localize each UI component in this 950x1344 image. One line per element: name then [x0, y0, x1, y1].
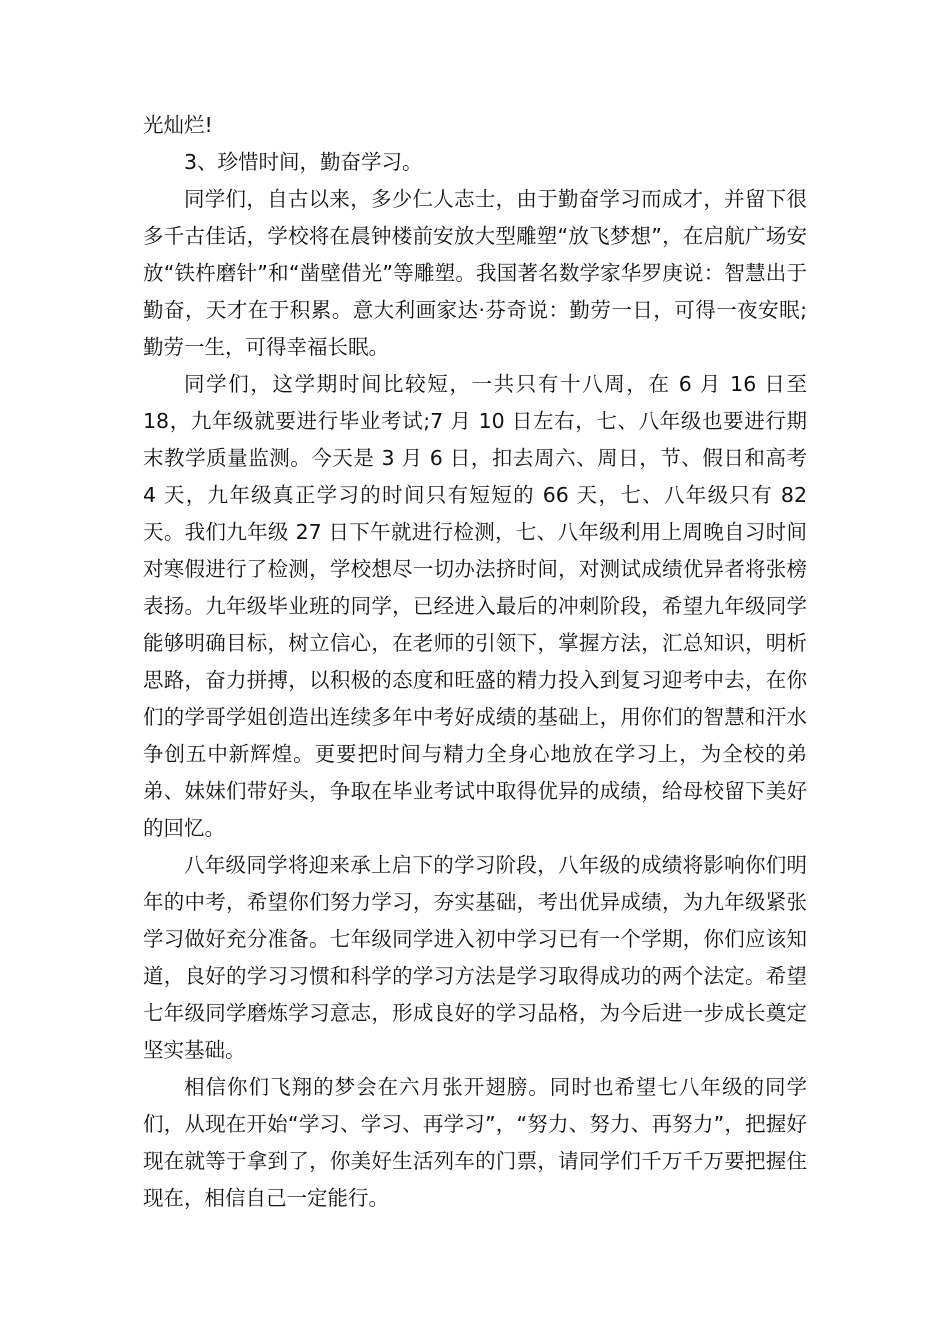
paragraph-heading-3: 3、珍惜时间，勤奋学习。 — [184, 150, 423, 174]
paragraph-semester-schedule: 同学们，这学期时间比较短，一共只有十八周，在 6 月 16 日至18，九年级就要进行毕业考试;7 月 10 日左右，七、八年级也要进行期末教学质量监测。今天是 3 月 6 日，扣去周六、周日，节、假日和高考 4 天，九年级真正学习的时间只有短短的 66 天，七、八年级只有 82天。我们九年级 27 日下午就进行检测，七、八年级利用上周晚自习时间对寒假进行了检测，学校想尽一切办法挤时间，对测试成绩优异者将张榜表扬。九年级毕业班的同学，已经进入最后的冲刺阶段，希望九年级同学能够明确目标，树立信心，在老师的引领下，掌握方法，汇总知识，明析思路，奋力拼搏，以积极的态度和旺盛的精力投入到复习迎考中去，在你们的学哥学姐创造出连续多年中考好成绩的基础上，用你们的智慧和汗水争创五中新辉煌。更要把时间与精力全身心地放在学习上，为全校的弟弟、妹妹们带好头，争取在毕业考试中取得优异的成绩，给母校留下美好的回忆。 — [143, 372, 807, 840]
paragraph-diligence-quotes: 同学们，自古以来，多少仁人志士，由于勤奋学习而成才，并留下很多千古佳话，学校将在晨钟楼前安放大型雕塑“放飞梦想”，在启航广场安放“铁杵磨针”和“凿壁借光”等雕塑。我国著名数学家华罗庚说：智慧出于勤奋，天才在于积累。意大利画家达·芬奇说：勤劳一日，可得一夜安眠;勤劳一生，可得幸福长眠。 — [143, 187, 807, 359]
document-body — [143, 107, 807, 1217]
paragraph-continuation: 光灿烂! — [143, 113, 213, 137]
paragraph-grade-eight-seven: 八年级同学将迎来承上启下的学习阶段，八年级的成绩将影响你们明年的中考，希望你们努力学习，夯实基础，考出优异成绩，为九年级紧张学习做好充分准备。七年级同学进入初中学习已有一个学期，你们应该知道，良好的学习习惯和科学的学习方法是学习取得成功的两个法定。希望七年级同学磨炼学习意志，形成良好的学习品格，为今后进一步成长奠定坚实基础。 — [143, 853, 807, 1062]
paragraph-closing-encouragement: 相信你们飞翔的梦会在六月张开翅膀。同时也希望七八年级的同学们，从现在开始“学习、学习、再学习”，“努力、努力、再努力”，把握好现在就等于拿到了，你美好生活列车的门票，请同学们千万千万要把握住现在，相信自己一定能行。 — [143, 1075, 807, 1210]
